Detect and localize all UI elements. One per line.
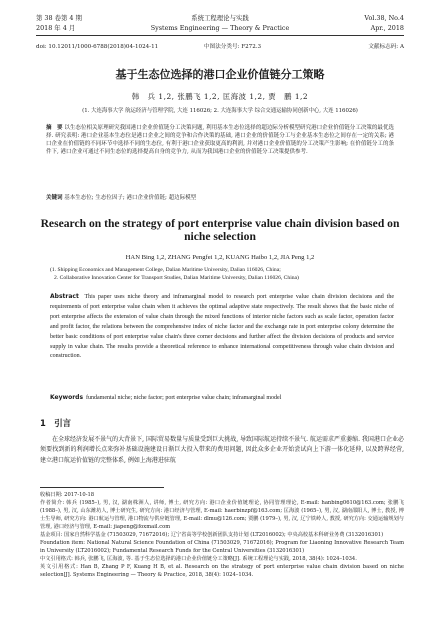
keywords-en bbox=[50, 393, 394, 404]
abstract-en-label: Abstract bbox=[50, 293, 79, 300]
header-rule bbox=[36, 35, 404, 36]
footnote-author-intro: 作者简介: 韩兵 (1985–), 男, 汉, 湖南株洲人, 讲师, 博士, 研究方向: 港口企业价值链理论, 协同管理理论, E-mail: hanbing0610@163.com; 张鹏飞 (1988–), 男, 汉, 山东潍坊人, 博士研究生, 研究方向: 港口经济与管理, E-mail: haerbinzpf@163.com; 匡海波 (1965–), 男, 汉, 湖南邵阳人, 博士, 教授, 博士生导师, 研究方向: 港口航运与管理, 港口物流与供应链管理, E-mail: dlmu@126.com; 贾鹏 (1979–), 男, 汉, 辽宁铁岭人, 教授, 研究方向: 交通运输规划与管理, 港口经济与管理, E-mail: jiapeng@foxmail.com bbox=[40, 500, 404, 530]
abstract-cn-label: 摘 要 bbox=[46, 125, 63, 131]
footnote-rule bbox=[40, 487, 164, 488]
keywords-cn bbox=[46, 194, 394, 202]
abstract-en bbox=[50, 292, 394, 362]
keywords-en-label: Keywords bbox=[50, 394, 84, 401]
authors-cn: 韩 兵 1,2, 张鹏飞 1,2, 匡海波 1,2, 贾 鹏 1,2 bbox=[131, 92, 309, 101]
intro-paragraph: 在全球经济发展不景气的大背景下, 国际贸易数量与质量受到巨大挑战, 导致国际航运持续不景气. 航运需求严重萎缩. 我国港口企业必须要找到新的利润增长点来弥补基础设施建设日渐巨大投入带来的费用问题, 因此众多企业开始尝试向上下游一体化延伸, 以及跨界经营, 建立港口航运价值链的完整体系, 例如上海港进驻航 bbox=[40, 436, 404, 464]
date-en: Apr., 2018 bbox=[370, 24, 404, 32]
footnote-cite-cn: 中文引用格式: 韩兵, 张鹏飞, 匡海波, 等. 基于生态位选择的港口企业价值链分工策略[J]. 系统工程理论与实践, 2018, 38(4): 1024–1034. bbox=[40, 556, 357, 562]
title-cn: 基于生态位选择的港口企业价值链分工策略 bbox=[115, 68, 325, 81]
section-heading-intro: 1 引言 bbox=[40, 418, 71, 428]
affiliation-en-2: 2. Collaborative Innovation Center for Transport Studies, Dalian Maritime University, Dalian 116026, China) bbox=[54, 274, 299, 281]
abstract-en-text: This paper uses niche theory and inframarginal model to research port enterprise value chain division decisions and the requirements of port enterprise value chain when it achieves the optimal adaptive state respectively. The result shows that the basic niche of port enterprise affects the extension of value chain through the mixed functions of interior niche factors such as scale factor, operation factor and profit factor, the relations between the comprehensive index of niche factor and the exchange rate in port enterprise colony determine the better basic conditions of port enterprise value chain's three corner decisions and further affect the division decisions of products and service supply in value chain. The results provide a theoretical reference to enhance international competitiveness through value chain division and construction. bbox=[50, 294, 394, 360]
footnote-funding: 基金项目: 国家自然科学基金 (71503029, 71672016); 辽宁省高等学校创新团队支持计划 (LT2016002); 中央高校基本科研业务费 (3132016301) bbox=[40, 532, 384, 538]
abstract-cn bbox=[46, 124, 394, 156]
keywords-cn-label: 关键词 bbox=[46, 195, 63, 201]
volume-cn: 第 38 卷第 4 期 bbox=[36, 14, 82, 22]
date-cn: 2018 年 4 月 bbox=[36, 24, 76, 32]
title-en: Research on the strategy of port enterprise value chain division based on niche selection bbox=[40, 217, 400, 243]
authors-en: HAN Bing 1,2, ZHANG Pengfei 1,2, KUANG Haibo 1,2, JIA Peng 1,2 bbox=[125, 254, 315, 261]
keywords-cn-text: 基本生态位; 生态位因子; 港口企业价值链; 超边际模型 bbox=[64, 195, 197, 201]
journal-en: Systems Engineering — Theory & Practice bbox=[150, 24, 290, 32]
document-code: 文献标志码: A bbox=[368, 44, 404, 50]
abstract-cn-text: 以生态位相关原理研究我国港口企业价值链分工决策问题, 利用基本生态位选择的超边际分析模型研究港口企业价值链分工决策的最优选择. 研究表明: 港口企业基本生态位是港口企业之间的竞争和合作决策的基础, 港口企业的价值链分工与企业基本生态位之间存在一定的关系; 港口企业在价值链的不同环节中选择不同的生态位, 有利于港口企业获取更高的利润, 并对港口企业价值链的分工决策产生影响; 在价值链分工的条件下, 港口企业可通过不同生态位的选择提高自身的竞争力, 从而为我国港口企业的价值链分工决策提供参考. bbox=[46, 125, 394, 155]
clc-number: 中图法分类号: F272.3 bbox=[204, 44, 262, 50]
journal-cn: 系统工程理论与实践 bbox=[191, 14, 249, 22]
footnote-received: 收稿日期: 2017-10-18 bbox=[40, 492, 95, 498]
footnotes bbox=[40, 491, 404, 579]
footnote-foundation: Foundation item: National Natural Science Foundation of China (71503029, 71672016); Program for Liaoning Innovative Research Team in University (LT2016002); Fundamental Research Funds for the Central Universities (3132016301) bbox=[40, 540, 404, 554]
footnote-cite-en: 英文引用格式: Han B, Zhang P F, Kuang H B, et al. Research on the strategy of port enterprise value chain division based on niche selection[J]. Systems Engineering — Theory & Practice, 2018, 38(4): 1024–1034. bbox=[40, 564, 404, 578]
doi: doi: 10.12011/1000-6788(2018)04-1024-11 bbox=[36, 44, 159, 50]
affiliation-en bbox=[50, 267, 390, 282]
keywords-en-text: fundamental niche; niche factor; port enterprise value chain; inframarginal model bbox=[86, 395, 282, 401]
affiliation-en-1: (1. Shipping Economics and Management College, Dalian Maritime University, Dalian 116026, China; bbox=[50, 267, 281, 273]
affiliation-cn: (1. 大连海事大学 航运经济与管理学院, 大连 116026; 2. 大连海事大学 综合交通运输协同创新中心, 大连 116026) bbox=[82, 108, 358, 114]
volume-en: Vol.38, No.4 bbox=[364, 14, 404, 22]
